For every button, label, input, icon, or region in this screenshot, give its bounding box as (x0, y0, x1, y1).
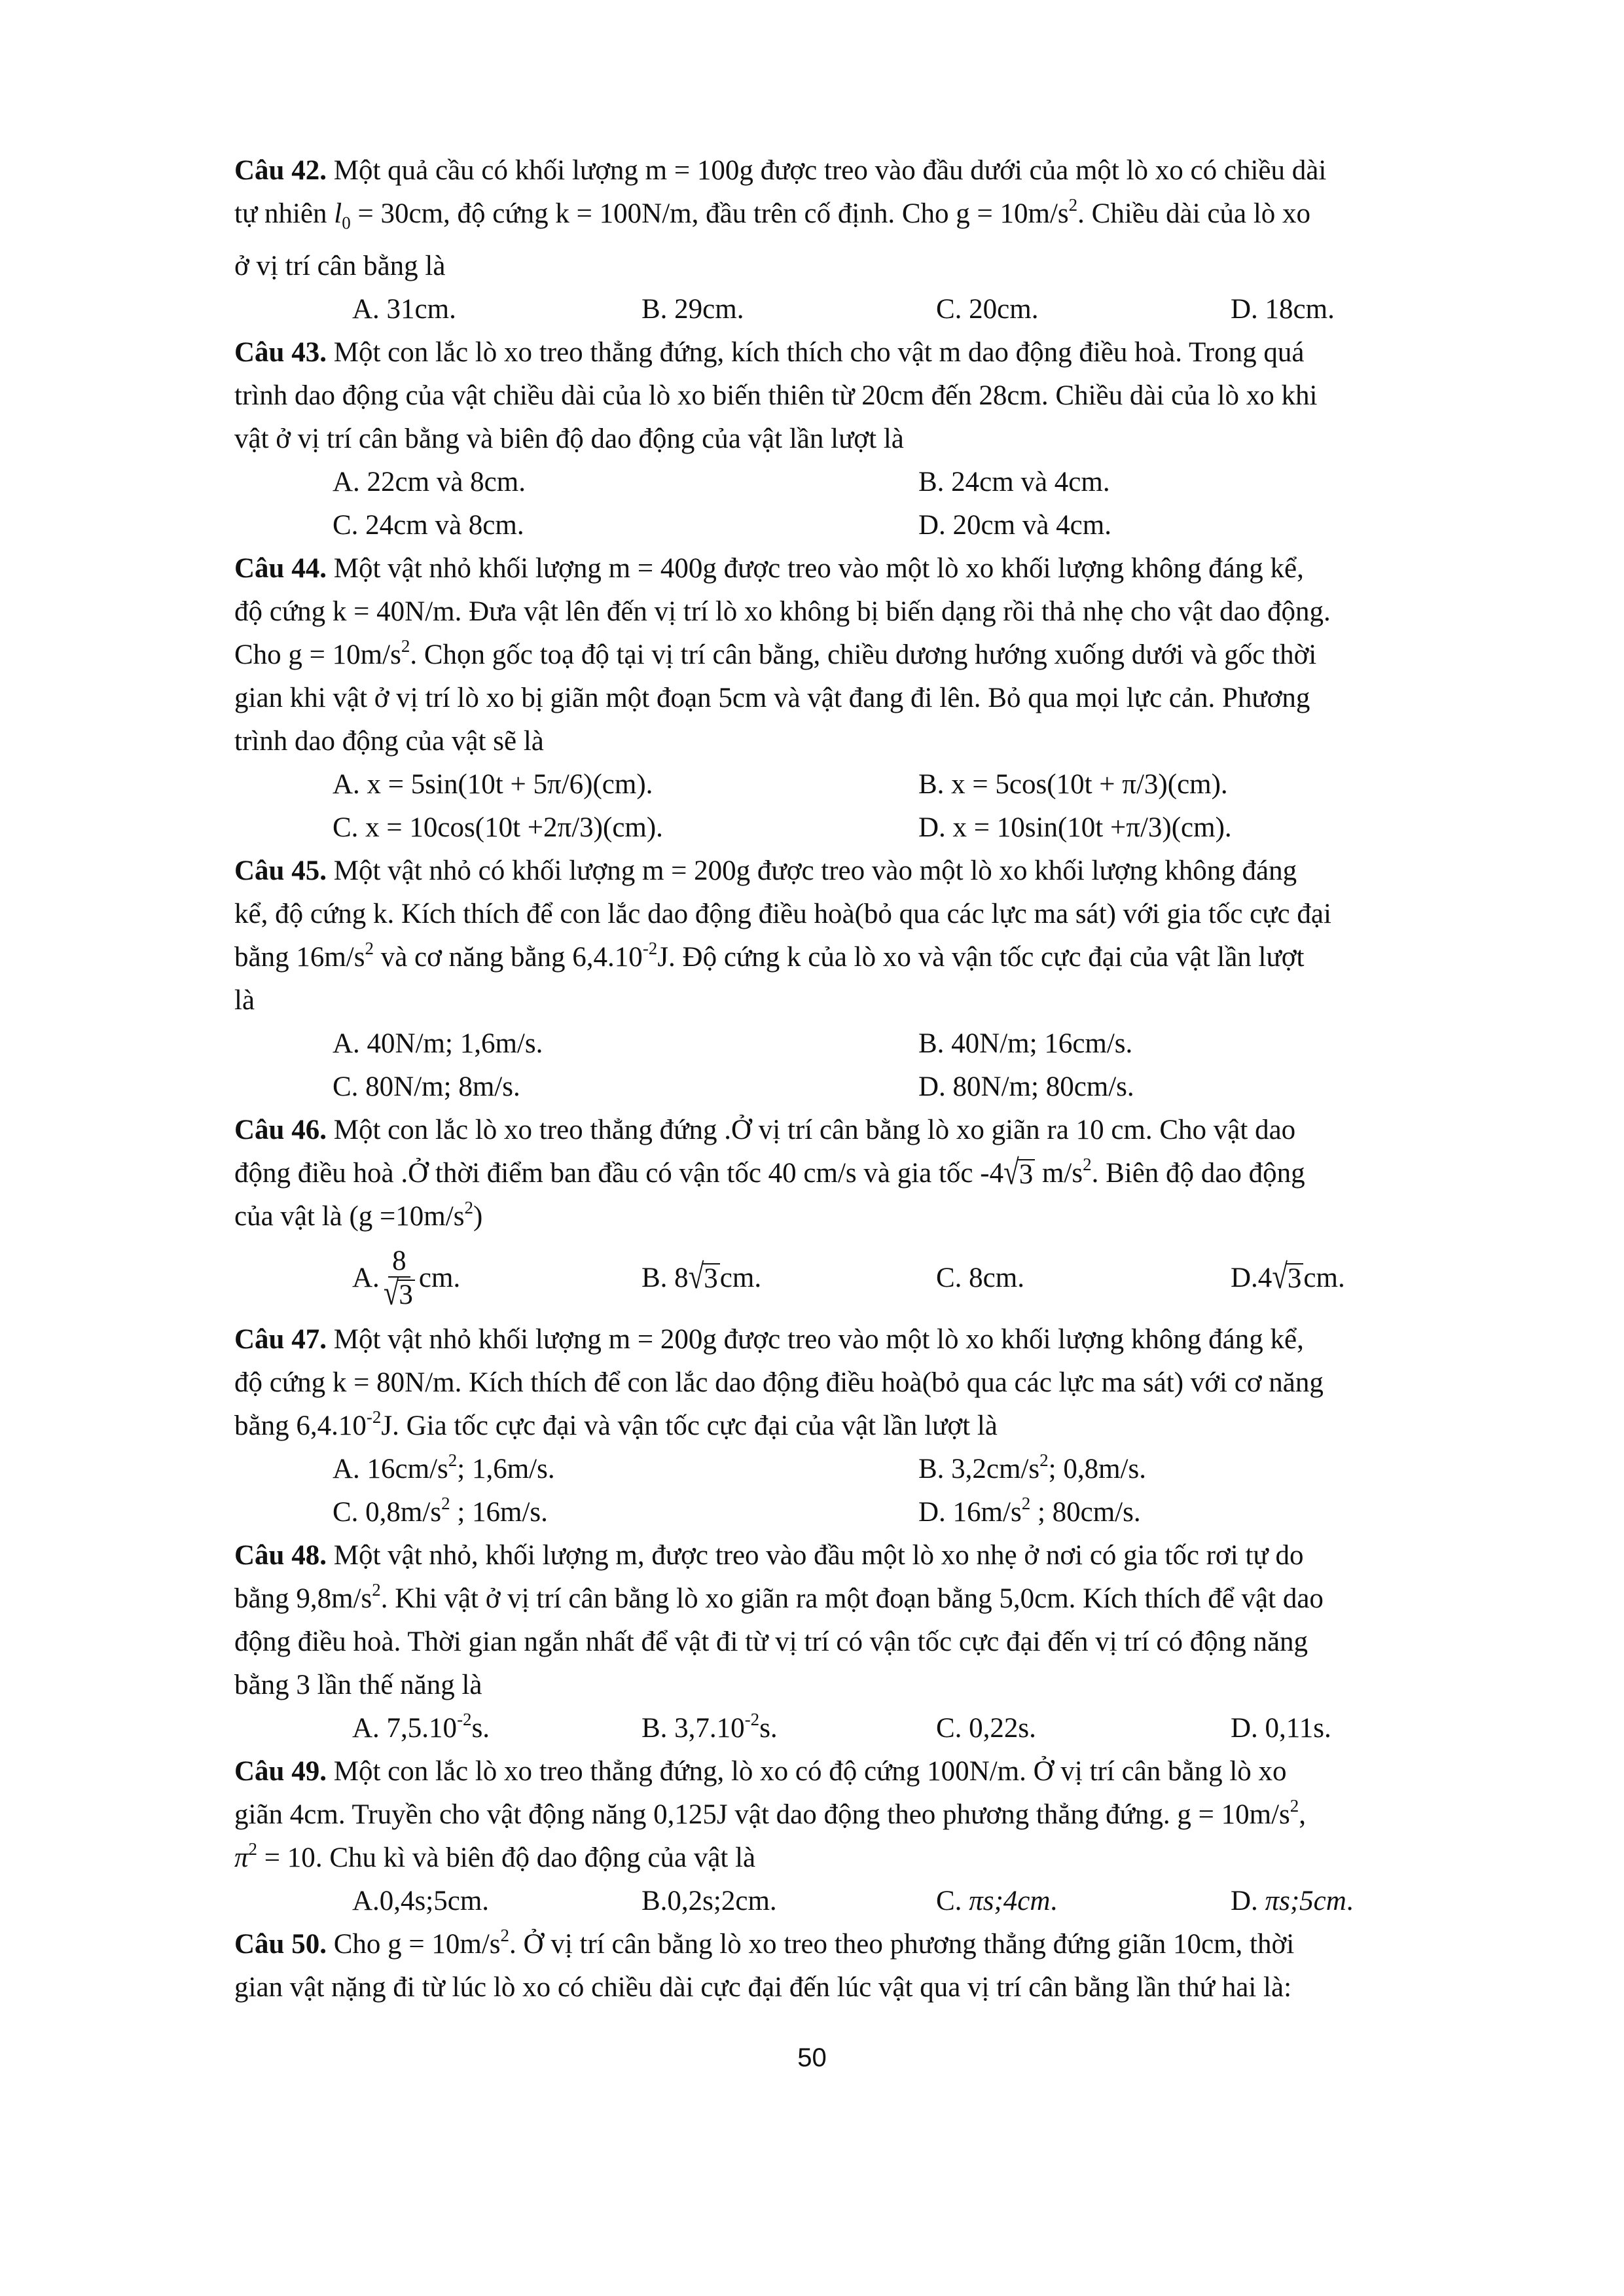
question-number: Câu 45. (234, 855, 327, 886)
question-stem: Câu 48. Một vật nhỏ, khối lượng m, được treo vào đầu một lò xo nhẹ ở nơi có gia tốc rơi tự do bằng $9,8m/s^2$. Khi vật ở vị trí cân bằng lò xo giãn ra một đoạn bằng 5,0cm. Kích thích để vật dao động điều hoà. Thời gian ngắn nhất để vật đi từ vị trí có vận tốc cực đại đến vị trí có động năng bằng 3 lần thế năng là (234, 1539, 1324, 1700)
option-a[interactable]: A. x = 5sin(10t + 5π/6)(cm). (333, 768, 653, 800)
option-a[interactable]: A. 40N/m; 1,6m/s. (333, 1028, 543, 1059)
answer-options (234, 288, 1471, 331)
option-b[interactable]: B. 24cm và 4cm. (918, 466, 1110, 497)
answer-options (234, 1880, 1471, 1923)
question-48 (234, 1534, 1471, 1750)
answer-options (234, 1491, 1471, 1534)
answer-options (234, 1066, 1471, 1109)
option-c[interactable]: C. 24cm và 8cm. (333, 509, 524, 541)
option-c[interactable]: C. $0,8m/s^2$ ; 16m/s. (333, 1493, 548, 1528)
option-c[interactable]: C. 80N/m; 8m/s. (333, 1071, 520, 1102)
option-b[interactable]: B. 40N/m; 16cm/s. (918, 1028, 1133, 1059)
answer-options (234, 1707, 1471, 1750)
option-d[interactable]: D. πs;5cm. (1231, 1885, 1354, 1916)
answer-options (234, 461, 1471, 504)
option-a[interactable]: A. 31cm. (352, 293, 456, 325)
answer-options (234, 806, 1471, 850)
option-a[interactable]: A. $7,5.10^{-2}s$. (352, 1709, 490, 1744)
option-c[interactable]: C. 0,22s. (936, 1712, 1036, 1744)
question-number: Câu 44. (234, 552, 327, 584)
option-c[interactable]: C. x = 10cos(10t +2π/3)(cm). (333, 812, 663, 843)
question-stem: Câu 47. Một vật nhỏ khối lượng m = 200g được treo vào một lò xo khối lượng không đáng kể, độ cứng k = 80N/m. Kích thích để con lắc dao động điều hoà(bỏ qua các lực ma sát) với cơ năng bằng $6,4.10^{-2}J$. Gia tốc cực đại và vận tốc cực đại của vật lần lượt là (234, 1323, 1324, 1441)
question-number: Câu 48. (234, 1539, 327, 1571)
question-stem: Câu 42. Một quả cầu có khối lượng m = 100g được treo vào đầu dưới của một lò xo có chiều dài tự nhiên $l_0 = 30cm$, độ cứng k = 100N/m, đầu trên cố định. Cho $g = 10m/s^2$. Chiều dài của lò xo ở vị trí cân bằng là (234, 155, 1327, 281)
page-number: 50 (797, 2043, 827, 2072)
question-44 (234, 547, 1471, 850)
question-number: Câu 49. (234, 1755, 327, 1787)
sqrt-3: √ 3 (689, 1263, 720, 1293)
question-number: Câu 43. (234, 336, 327, 368)
option-a[interactable]: A.0,4s;5cm. (352, 1885, 490, 1916)
question-stem: Câu 44. Một vật nhỏ khối lượng m = 400g được treo vào một lò xo khối lượng không đáng kể, độ cứng k = 40N/m. Đưa vật lên đến vị trí lò xo không bị biến dạng rồi thả nhẹ cho vật dao động. Cho $g = 10m/s^2$. Chọn gốc toạ độ tại vị trí cân bằng, chiều dương hướng xuống dưới và gốc thời gian khi vật ở vị trí lò xo bị giãn một đoạn 5cm và vật đang đi lên. Bỏ qua mọi lực cản. Phương trình dao động của vật sẽ là (234, 552, 1331, 757)
question-49 (234, 1750, 1471, 1923)
answer-options (234, 1448, 1471, 1491)
option-b[interactable]: B. x = 5cos(10t + π/3)(cm). (918, 768, 1228, 800)
option-b[interactable]: B. $3,2cm/s^2$; 0,8m/s. (918, 1450, 1146, 1484)
option-d[interactable]: D. 0,11s. (1231, 1712, 1331, 1744)
sqrt-3: √ 3 (384, 1280, 415, 1310)
question-number: Câu 50. (234, 1928, 327, 1960)
option-d[interactable]: D. 80N/m; 80cm/s. (918, 1071, 1134, 1102)
question-stem: Câu 45. Một vật nhỏ có khối lượng m = 200g được treo vào một lò xo khối lượng không đáng kể, độ cứng k. Kích thích để con lắc dao động điều hoà(bỏ qua các lực ma sát) với gia tốc cực đại bằng $16m/s^2$ và cơ năng bằng $6,4.10^{-2}J$. Độ cứng k của lò xo và vận tốc cực đại của vật lần lượt là (234, 855, 1331, 1016)
answer-options (234, 1238, 1471, 1318)
sqrt-3: √ 3 (1272, 1263, 1303, 1293)
question-stem: Câu 43. Một con lắc lò xo treo thẳng đứng, kích thích cho vật m dao động điều hoà. Trong quá trình dao động của vật chiều dài của lò xo biến thiên từ 20cm đến 28cm. Chiều dài của lò xo khi vật ở vị trí cân bằng và biên độ dao động của vật lần lượt là (234, 336, 1318, 454)
option-d[interactable]: D. $16m/s^2$ ; 80cm/s. (918, 1493, 1141, 1528)
question-stem: Câu 50. Cho $g = 10m/s^2$. Ở vị trí cân bằng lò xo treo theo phương thẳng đứng giãn 10cm, thời gian vật nặng đi từ lúc lò xo có chiều dài cực đại đến lúc vật qua vị trí cân bằng lần thứ hai là: (234, 1925, 1295, 2003)
question-45 (234, 850, 1471, 1109)
option-c[interactable]: C. πs;4cm. (936, 1885, 1058, 1916)
question-number: Câu 42. (234, 155, 327, 186)
option-d[interactable]: D. 20cm và 4cm. (918, 509, 1111, 541)
question-43 (234, 331, 1471, 547)
document-page (234, 149, 1471, 2009)
question-number: Câu 47. (234, 1323, 327, 1355)
option-d[interactable]: D. 18cm. (1231, 293, 1335, 325)
question-number: Câu 46. (234, 1114, 327, 1145)
option-a[interactable]: A. 8 √ 3 cm. (352, 1245, 461, 1313)
answer-options (234, 1022, 1471, 1066)
answer-options (234, 504, 1471, 547)
option-b[interactable]: B. $3,7.10^{-2}s$. (641, 1709, 778, 1744)
option-a[interactable]: A. 22cm và 8cm. (333, 466, 526, 497)
option-d[interactable]: D. x = 10sin(10t +π/3)(cm). (918, 812, 1232, 843)
question-46 (234, 1109, 1471, 1318)
option-b[interactable]: B. 8 √ 3 cm. (641, 1257, 762, 1297)
question-42 (234, 149, 1471, 331)
sqrt-3: √ 3 (1003, 1159, 1035, 1189)
option-b[interactable]: B. 29cm. (641, 293, 744, 325)
question-47 (234, 1318, 1471, 1534)
option-c[interactable]: C. 20cm. (936, 293, 1039, 325)
option-a[interactable]: A. $16cm/s^2$; 1,6m/s. (333, 1450, 555, 1484)
question-50 (234, 1923, 1471, 2009)
option-d[interactable]: D.4 √ 3 cm. (1231, 1257, 1345, 1297)
fraction: 8 √ 3 (384, 1246, 415, 1310)
question-stem: Câu 46. Một con lắc lò xo treo thẳng đứng .Ở vị trí cân bằng lò xo giãn ra 10 cm. Cho vật dao động điều hoà .Ở thời điểm ban đầu có vận tốc 40 cm/s và gia tốc -4 √ 3 $m/s^2$. Biên độ dao động của vật là $(g =10m/s^2)$ (234, 1114, 1305, 1232)
option-b[interactable]: B.0,2s;2cm. (641, 1885, 777, 1916)
option-c[interactable]: C. 8cm. (936, 1262, 1024, 1293)
answer-options (234, 763, 1471, 806)
question-stem: Câu 49. Một con lắc lò xo treo thẳng đứng, lò xo có độ cứng 100N/m. Ở vị trí cân bằng lò xo giãn 4cm. Truyền cho vật động năng 0,125J vật dao động theo phương thẳng đứng. $g = 10m/s^2$, $\pi^2 = 10$. Chu kì và biên độ dao động của vật là (234, 1755, 1307, 1873)
